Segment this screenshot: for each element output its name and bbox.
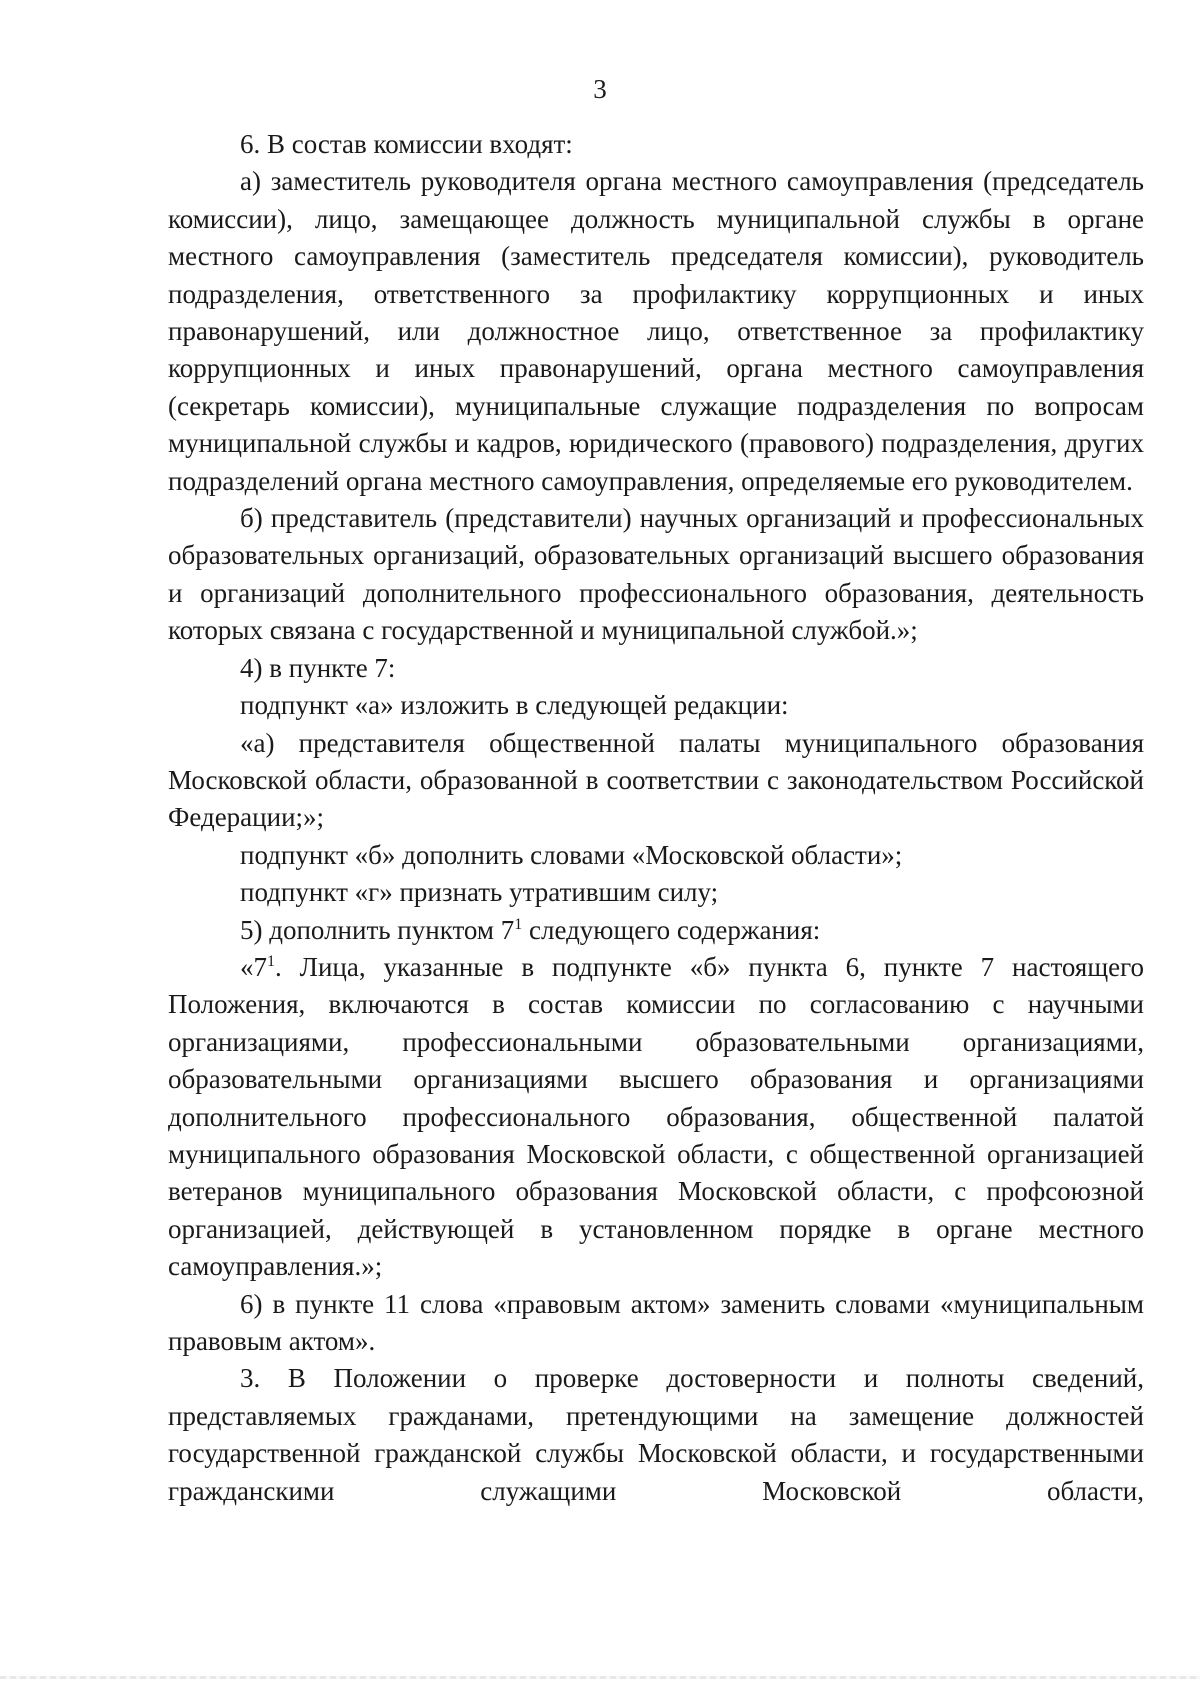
- paragraph-subitem-b: б) представитель (представители) научных организаций и профессиональных образовательных организаций, образовательных организаций высшего образования и организаций дополнительного профессионального образования, деятельность которых связана с государственной и муниципальной службой.»;: [168, 503, 1144, 646]
- superscript-1: 1: [267, 952, 275, 970]
- paragraph-item-5-text: 5) дополнить пунктом 7: [240, 914, 515, 945]
- paragraph-subitem-b-edit: подпункт «б» дополнить словами «Московской области»;: [240, 839, 903, 870]
- document-body: [168, 126, 1144, 1510]
- paragraph-item-7-1-lead: «7: [240, 951, 267, 982]
- paragraph-section-3: 3. В Положении о проверке достоверности и полноты сведений, представляемых гражданами, претендующими на замещение должностей государственной гражданской службы Московской области, и государственными гражданскими служащими Московской области,: [168, 1363, 1144, 1506]
- page-number: 3: [593, 74, 607, 104]
- paragraph-subitem-g-edit: подпункт «г» признать утратившим силу;: [240, 877, 719, 908]
- paragraph-subitem-a-text: «а) представителя общественной палаты муниципального образования Московской области, образованной в соответствии с законодательством Российской Федерации;»;: [168, 727, 1144, 833]
- paragraph-item-5-tail: следующего содержания:: [522, 914, 821, 945]
- paragraph-item-4: 4) в пункте 7:: [240, 652, 396, 683]
- paragraph-composition: 6. В состав комиссии входят:: [240, 129, 573, 159]
- superscript-1: 1: [514, 915, 523, 933]
- scan-artifact-line: [0, 1676, 1200, 1679]
- paragraph-item-7-1: [168, 949, 1144, 1286]
- paragraph-item-5: [168, 912, 1144, 949]
- paragraph-item-6: 6) в пункте 11 слова «правовым актом» заменить словами «муниципальным правовым актом».: [168, 1288, 1144, 1356]
- paragraph-item-7-1-text: . Лица, указанные в подпункте «б» пункта 6, пункте 7 настоящего Положения, включаются в состав комиссии по согласованию с научными организациями, профессиональными образовательными организациями, образовательными организациями высшего образования и организациями дополнительного профессионального образования, общественной палатой муниципального образования Московской области, с общественной организацией ветеранов муниципального образования Московской области, с профсоюзной организацией, действующей в установленном порядке в органе местного самоуправления.»;: [168, 951, 1144, 1282]
- paragraph-subitem-a-edit: подпункт «а» изложить в следующей редакции:: [240, 690, 789, 721]
- paragraph-subitem-a: а) заместитель руководителя органа местного самоуправления (председатель комиссии), лицо, замещающее должность муниципальной службы в органе местного самоуправления (заместитель председателя комиссии), руководитель подразделения, ответственного за профилактику коррупционных и иных правонарушений, или должностное лицо, ответственное за профилактику коррупционных и иных правонарушений, органа местного самоуправления (секретарь комиссии), муниципальные служащие подразделения по вопросам муниципальной службы и кадров, юридического (правового) подразделения, других подразделений органа местного самоуправления, определяемые его руководителем.: [168, 166, 1144, 496]
